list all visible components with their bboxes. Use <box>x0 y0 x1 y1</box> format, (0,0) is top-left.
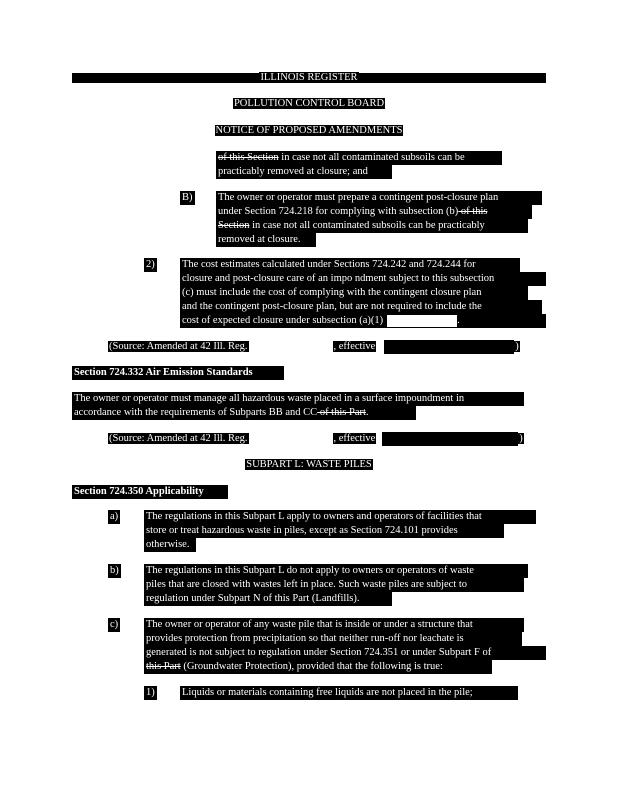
item-350c-line-1: The owner or operator of any waste pile that is inside or under a structure that <box>144 618 524 632</box>
item-350c1-line-1: Liquids or materials containing free liquids are not placed in the pile; <box>180 686 518 700</box>
item-350a-line-1: The regulations in this Subpart L apply to owners and operators of facilities that <box>144 510 536 524</box>
item-350c-line-4: this Part (Groundwater Protection), provided that the following is true: <box>144 660 492 674</box>
item-2-line-1: The cost estimates calculated under Sections 724.242 and 724.244 for <box>180 258 520 272</box>
item-350c-line-3: generated is not subject to regulation under Section 724.351 or under Subpart F of <box>144 646 546 660</box>
item-350a-line-2: store or treat hazardous waste in piles, except as Section 724.101 provides <box>144 524 504 538</box>
section-350-heading: Section 724.350 Applicability <box>72 485 228 499</box>
item-350c1-label: 1) <box>146 687 155 698</box>
item-b-line-2: under Section 724.218 for complying with subsection (b) of this <box>216 205 532 219</box>
item-2-line-5: cost of expected closure under subsection (a)(1) . <box>180 314 546 328</box>
item-350b-line-2: piles that are closed with wastes left in place. Such waste piles are subject to <box>144 578 524 592</box>
item-350b-label: b) <box>110 565 119 576</box>
item-2-line-3: (c) must include the cost of complying with the contingent closure plan <box>180 286 528 300</box>
item-350c-line-2: provides protection from precipitation so that neither run-off nor leachate is <box>144 632 522 646</box>
para-a-cont-line-2: practicably removed at closure; and <box>216 165 392 179</box>
item-2-line-2: closure and post-closure care of an impo ndment subject to this subsection <box>180 272 546 286</box>
item-b-line-3: Section in case not all contaminated subsoils can be practicably <box>216 219 528 233</box>
register-title: ILLINOIS REGISTER <box>260 72 358 83</box>
notice-title: NOTICE OF PROPOSED AMENDMENTS <box>215 125 403 136</box>
item-350a-line-3: otherwise. <box>144 538 196 552</box>
item-350a-label: a) <box>110 511 119 522</box>
item-2-line-4: and the contingent post-closure plan, but are not required to include the <box>180 300 542 314</box>
item-b-label: B) <box>182 192 193 203</box>
section-332-line-1: The owner or operator must manage all hazardous waste placed in a surface impoundment in <box>72 392 524 406</box>
board-title: POLLUTION CONTROL BOARD <box>233 98 385 109</box>
item-350b-line-3: regulation under Subpart N of this Part (Landfills). <box>144 592 392 606</box>
para-a-cont-line-1: of this Section in case not all contaminated subsoils can be <box>216 151 502 165</box>
item-350c-label: c) <box>110 619 119 630</box>
source-note-1: (Source: Amended at 42 Ill. Reg. , effective ) <box>109 341 519 352</box>
section-332-heading: Section 724.332 Air Emission Standards <box>72 366 284 380</box>
item-b-line-1: The owner or operator must prepare a contingent post-closure plan <box>216 191 542 205</box>
item-2-label: 2) <box>146 259 155 270</box>
item-b-line-4: removed at closure. <box>216 233 316 247</box>
source-note-2: (Source: Amended at 42 Ill. Reg. , effective ) <box>109 433 523 444</box>
subpart-title: SUBPART L: WASTE PILES <box>246 459 372 470</box>
section-332-line-2: accordance with the requirements of Subparts BB and CC of this Part. <box>72 406 416 420</box>
item-350b-line-1: The regulations in this Subpart L do not apply to owners or operators of waste <box>144 564 528 578</box>
